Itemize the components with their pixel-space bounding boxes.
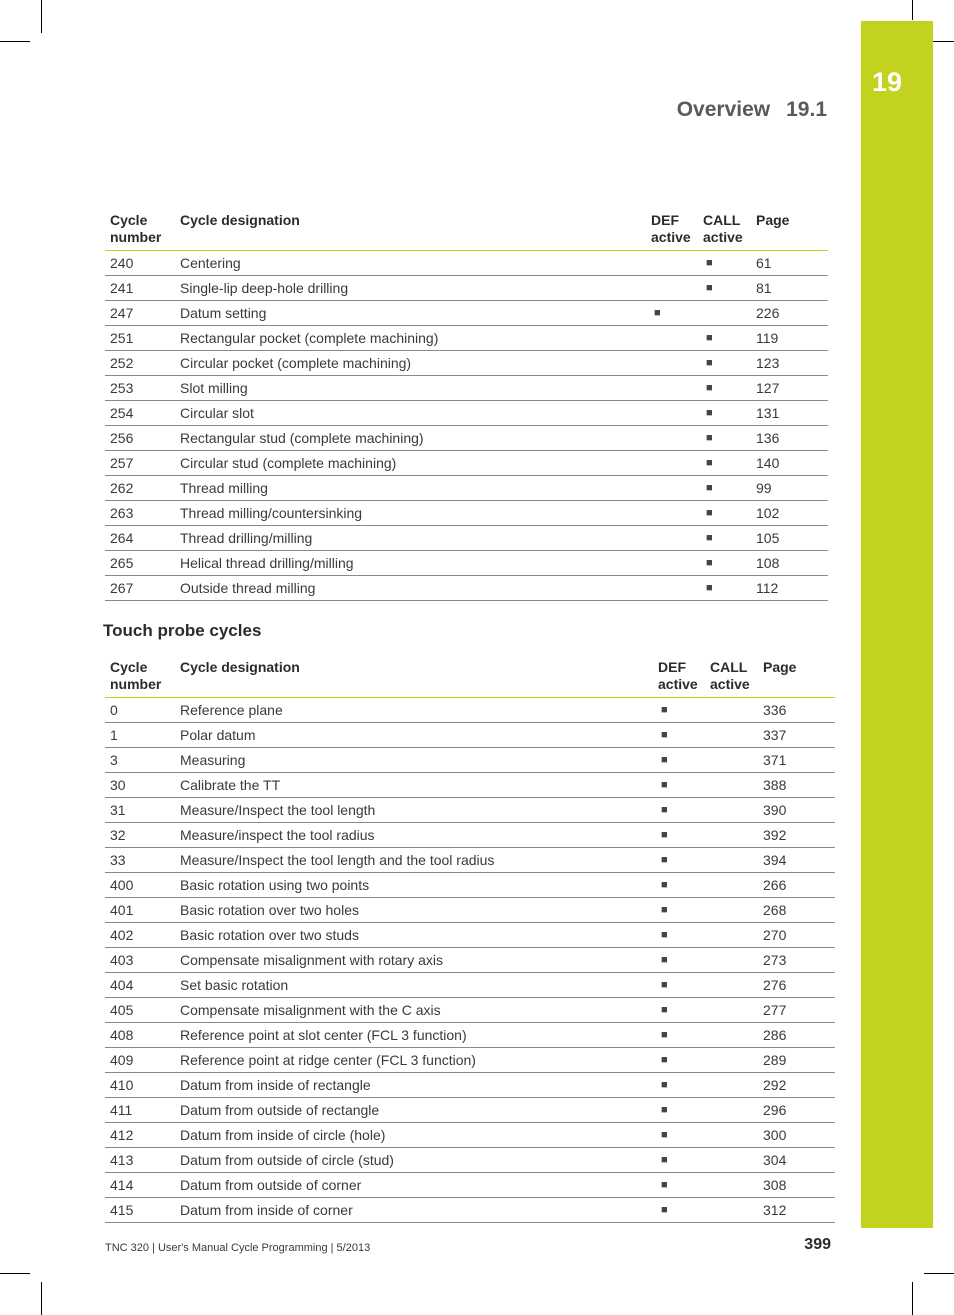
table-row — [105, 351, 828, 376]
cycle-designation-cell: Basic rotation over two holes — [180, 898, 658, 923]
col-def-active — [651, 203, 703, 251]
call-active-cell: ■ — [703, 576, 756, 601]
def-active-cell: ■ — [658, 1073, 710, 1098]
def-active-cell: ■ — [658, 1173, 710, 1198]
call-active-cell: ■ — [703, 451, 756, 476]
call-active-cell: ■ — [703, 426, 756, 451]
call-active-cell: ■ — [703, 401, 756, 426]
page-cell: 286 — [763, 1023, 835, 1048]
def-active-cell — [651, 376, 703, 401]
cycle-designation-cell: Centering — [180, 251, 651, 276]
table-row — [105, 998, 835, 1023]
cycle-designation-cell: Set basic rotation — [180, 973, 658, 998]
table-row — [105, 823, 835, 848]
cycle-number-cell: 241 — [105, 276, 180, 301]
cycle-number-cell: 33 — [105, 848, 180, 873]
col-page: Page — [756, 212, 790, 228]
cycle-number-cell: 410 — [105, 1073, 180, 1098]
crop-mark — [0, 41, 30, 42]
call-active-cell — [710, 1098, 763, 1123]
table-row — [105, 476, 828, 501]
def-active-cell: ■ — [658, 748, 710, 773]
page-cell: 312 — [763, 1198, 835, 1223]
col-page: Page — [763, 659, 797, 675]
page-cell: 99 — [756, 476, 828, 501]
page-cell: 371 — [763, 748, 835, 773]
table-row — [105, 576, 828, 601]
call-active-cell — [710, 848, 763, 873]
def-active-cell — [651, 426, 703, 451]
cycle-designation-cell: Reference plane — [180, 698, 658, 723]
call-active-cell: ■ — [703, 276, 756, 301]
page-cell: 270 — [763, 923, 835, 948]
cycle-number-cell: 414 — [105, 1173, 180, 1198]
def-active-cell: ■ — [658, 1048, 710, 1073]
table-row — [105, 1123, 835, 1148]
def-active-cell: ■ — [658, 773, 710, 798]
call-active-cell — [710, 1198, 763, 1223]
cycle-number-cell: 408 — [105, 1023, 180, 1048]
def-active-cell: ■ — [651, 301, 703, 326]
crop-mark — [0, 1273, 30, 1274]
table-row — [105, 376, 828, 401]
cycle-designation-cell: Compensate misalignment with the C axis — [180, 998, 658, 1023]
col-call-active — [703, 203, 756, 251]
chapter-tab — [861, 21, 933, 1228]
def-active-cell — [651, 576, 703, 601]
cycle-designation-cell: Slot milling — [180, 376, 651, 401]
cycle-designation-cell: Reference point at slot center (FCL 3 function) — [180, 1023, 658, 1048]
cycle-number-cell: 240 — [105, 251, 180, 276]
table-body — [105, 698, 835, 1223]
cycle-designation-cell: Thread milling — [180, 476, 651, 501]
page-header — [677, 98, 827, 122]
page-cell: 105 — [756, 526, 828, 551]
cycle-number-cell: 402 — [105, 923, 180, 948]
cycle-designation-cell: Single-lip deep-hole drilling — [180, 276, 651, 301]
table-row — [105, 973, 835, 998]
call-active-cell — [710, 1073, 763, 1098]
def-active-cell: ■ — [658, 1023, 710, 1048]
call-active-cell — [710, 1123, 763, 1148]
crop-mark — [41, 1282, 42, 1315]
def-active-cell — [651, 351, 703, 376]
table-row — [105, 748, 835, 773]
call-active-cell: ■ — [703, 501, 756, 526]
page-cell: 337 — [763, 723, 835, 748]
table-row — [105, 426, 828, 451]
cycle-designation-cell: Circular stud (complete machining) — [180, 451, 651, 476]
def-active-cell: ■ — [658, 898, 710, 923]
table-row — [105, 848, 835, 873]
crop-mark — [912, 0, 913, 20]
touch-probe-table — [105, 650, 835, 1223]
cycle-number-cell: 263 — [105, 501, 180, 526]
page-cell: 268 — [763, 898, 835, 923]
col-call-label: CALL active — [703, 212, 743, 245]
table-row — [105, 1098, 835, 1123]
page-cell: 304 — [763, 1148, 835, 1173]
cycle-number-cell: 254 — [105, 401, 180, 426]
cycle-number-cell: 251 — [105, 326, 180, 351]
cycle-designation-cell: Datum from inside of circle (hole) — [180, 1123, 658, 1148]
def-active-cell: ■ — [658, 998, 710, 1023]
cycle-number-cell: 405 — [105, 998, 180, 1023]
call-active-cell — [710, 923, 763, 948]
page-cell: 266 — [763, 873, 835, 898]
table-row — [105, 1073, 835, 1098]
def-active-cell: ■ — [658, 1148, 710, 1173]
cycle-number-cell: 247 — [105, 301, 180, 326]
def-active-cell — [651, 551, 703, 576]
cycle-number-cell: 412 — [105, 1123, 180, 1148]
cycle-number-cell: 252 — [105, 351, 180, 376]
cycle-designation-cell: Helical thread drilling/milling — [180, 551, 651, 576]
call-active-cell — [710, 723, 763, 748]
table-row — [105, 798, 835, 823]
col-def-label: DEF active — [658, 659, 698, 692]
def-active-cell: ■ — [658, 973, 710, 998]
call-active-cell: ■ — [703, 326, 756, 351]
table-row — [105, 873, 835, 898]
header-section: 19.1 — [786, 98, 827, 121]
call-active-cell — [710, 773, 763, 798]
cycle-designation-cell: Calibrate the TT — [180, 773, 658, 798]
call-active-cell — [710, 1173, 763, 1198]
table-row — [105, 1173, 835, 1198]
call-active-cell: ■ — [703, 251, 756, 276]
page-cell: 390 — [763, 798, 835, 823]
cycle-number-cell: 30 — [105, 773, 180, 798]
col-cycle-number — [105, 203, 180, 251]
col-cycle-designation: Cycle designation — [180, 212, 300, 228]
chapter-number: 19 — [871, 67, 903, 97]
col-cycle-label: Cycle number — [110, 659, 162, 692]
table-header-row — [105, 650, 835, 698]
call-active-cell — [710, 873, 763, 898]
page-number: 399 — [804, 1236, 831, 1253]
page-cell: 308 — [763, 1173, 835, 1198]
section-title: Touch probe cycles — [103, 621, 262, 640]
table-row — [105, 301, 828, 326]
page-cell: 140 — [756, 451, 828, 476]
def-active-cell: ■ — [658, 1098, 710, 1123]
col-cycle-number — [105, 650, 180, 698]
table-row — [105, 326, 828, 351]
def-active-cell — [651, 326, 703, 351]
cycle-designation-cell: Measure/Inspect the tool length — [180, 798, 658, 823]
col-cycle-label: Cycle number — [110, 212, 162, 245]
table-row — [105, 276, 828, 301]
cycle-number-cell: 256 — [105, 426, 180, 451]
def-active-cell: ■ — [658, 798, 710, 823]
page-cell: 112 — [756, 576, 828, 601]
def-active-cell: ■ — [658, 1123, 710, 1148]
call-active-cell — [710, 898, 763, 923]
def-active-cell — [651, 251, 703, 276]
call-active-cell — [710, 1023, 763, 1048]
def-active-cell — [651, 501, 703, 526]
page-cell: 136 — [756, 426, 828, 451]
cycle-number-cell: 257 — [105, 451, 180, 476]
cycle-designation-cell: Reference point at ridge center (FCL 3 function) — [180, 1048, 658, 1073]
call-active-cell: ■ — [703, 551, 756, 576]
col-cycle-designation: Cycle designation — [180, 659, 300, 675]
table-row — [105, 1148, 835, 1173]
page-cell: 276 — [763, 973, 835, 998]
cycle-designation-cell: Measure/inspect the tool radius — [180, 823, 658, 848]
page-cell: 123 — [756, 351, 828, 376]
call-active-cell: ■ — [703, 351, 756, 376]
cycle-designation-cell: Datum from outside of rectangle — [180, 1098, 658, 1123]
cycle-number-cell: 265 — [105, 551, 180, 576]
table-row — [105, 1198, 835, 1223]
def-active-cell: ■ — [658, 723, 710, 748]
def-active-cell: ■ — [658, 1198, 710, 1223]
cycle-number-cell: 1 — [105, 723, 180, 748]
cycle-designation-cell: Thread milling/countersinking — [180, 501, 651, 526]
page-cell: 394 — [763, 848, 835, 873]
table-row — [105, 501, 828, 526]
page-cell: 392 — [763, 823, 835, 848]
cycle-designation-cell: Circular slot — [180, 401, 651, 426]
cycle-designation-cell: Datum from inside of corner — [180, 1198, 658, 1223]
def-active-cell — [651, 276, 703, 301]
cycle-number-cell: 403 — [105, 948, 180, 973]
cycle-designation-cell: Circular pocket (complete machining) — [180, 351, 651, 376]
page-cell: 289 — [763, 1048, 835, 1073]
page-cell: 388 — [763, 773, 835, 798]
def-active-cell — [651, 526, 703, 551]
call-active-cell — [710, 948, 763, 973]
crop-mark — [924, 1273, 954, 1274]
cycle-designation-cell: Rectangular pocket (complete machining) — [180, 326, 651, 351]
table-row — [105, 451, 828, 476]
page-cell: 292 — [763, 1073, 835, 1098]
table-body — [105, 251, 828, 601]
page-cell: 108 — [756, 551, 828, 576]
page-cell: 296 — [763, 1098, 835, 1123]
call-active-cell — [710, 823, 763, 848]
page-cell: 336 — [763, 698, 835, 723]
page-cell: 61 — [756, 251, 828, 276]
col-call-label: CALL active — [710, 659, 750, 692]
table-row — [105, 1048, 835, 1073]
table-row — [105, 898, 835, 923]
page-cell: 300 — [763, 1123, 835, 1148]
page-cell: 273 — [763, 948, 835, 973]
cycle-number-cell: 411 — [105, 1098, 180, 1123]
table-row — [105, 773, 835, 798]
crop-mark — [912, 1282, 913, 1315]
def-active-cell: ■ — [658, 948, 710, 973]
page-cell: 127 — [756, 376, 828, 401]
call-active-cell — [710, 748, 763, 773]
def-active-cell — [651, 451, 703, 476]
cycle-number-cell: 262 — [105, 476, 180, 501]
call-active-cell — [710, 973, 763, 998]
cycles-table — [105, 203, 828, 601]
call-active-cell: ■ — [703, 476, 756, 501]
cycle-number-cell: 253 — [105, 376, 180, 401]
page-cell: 131 — [756, 401, 828, 426]
cycle-designation-cell: Polar datum — [180, 723, 658, 748]
cycle-designation-cell: Outside thread milling — [180, 576, 651, 601]
header-title: Overview — [676, 98, 771, 121]
cycle-designation-cell: Thread drilling/milling — [180, 526, 651, 551]
cycle-number-cell: 3 — [105, 748, 180, 773]
table-row — [105, 251, 828, 276]
table-row — [105, 551, 828, 576]
call-active-cell — [710, 1148, 763, 1173]
call-active-cell — [710, 798, 763, 823]
col-def-label: DEF active — [651, 212, 691, 245]
call-active-cell — [703, 301, 756, 326]
cycle-number-cell: 264 — [105, 526, 180, 551]
table-row — [105, 1023, 835, 1048]
page-cell: 226 — [756, 301, 828, 326]
cycle-number-cell: 0 — [105, 698, 180, 723]
cycle-number-cell: 415 — [105, 1198, 180, 1223]
cycle-designation-cell: Basic rotation using two points — [180, 873, 658, 898]
cycle-number-cell: 267 — [105, 576, 180, 601]
table-header-row — [105, 203, 828, 251]
cycle-number-cell: 404 — [105, 973, 180, 998]
col-def-active — [658, 650, 710, 698]
cycle-designation-cell: Datum setting — [180, 301, 651, 326]
def-active-cell — [651, 476, 703, 501]
crop-mark — [41, 0, 42, 33]
table-row — [105, 923, 835, 948]
table-row — [105, 698, 835, 723]
cycle-number-cell: 409 — [105, 1048, 180, 1073]
cycle-designation-cell: Measuring — [180, 748, 658, 773]
cycle-designation-cell: Datum from inside of rectangle — [180, 1073, 658, 1098]
table-row — [105, 526, 828, 551]
cycle-designation-cell: Datum from outside of corner — [180, 1173, 658, 1198]
cycle-number-cell: 31 — [105, 798, 180, 823]
call-active-cell: ■ — [703, 376, 756, 401]
cycle-designation-cell: Compensate misalignment with rotary axis — [180, 948, 658, 973]
call-active-cell: ■ — [703, 526, 756, 551]
page-cell: 102 — [756, 501, 828, 526]
page-cell: 277 — [763, 998, 835, 1023]
cycle-designation-cell: Basic rotation over two studs — [180, 923, 658, 948]
page-cell: 119 — [756, 326, 828, 351]
table-row — [105, 723, 835, 748]
cycle-number-cell: 401 — [105, 898, 180, 923]
footer-text: TNC 320 | User's Manual Cycle Programming | 5/2013 — [105, 1242, 371, 1254]
def-active-cell: ■ — [658, 873, 710, 898]
table-row — [105, 401, 828, 426]
def-active-cell: ■ — [658, 923, 710, 948]
def-active-cell — [651, 401, 703, 426]
call-active-cell — [710, 698, 763, 723]
def-active-cell: ■ — [658, 823, 710, 848]
cycle-number-cell: 32 — [105, 823, 180, 848]
cycle-designation-cell: Rectangular stud (complete machining) — [180, 426, 651, 451]
def-active-cell: ■ — [658, 848, 710, 873]
cycle-designation-cell: Measure/Inspect the tool length and the tool radius — [180, 848, 658, 873]
cycle-number-cell: 400 — [105, 873, 180, 898]
cycle-number-cell: 413 — [105, 1148, 180, 1173]
call-active-cell — [710, 998, 763, 1023]
def-active-cell: ■ — [658, 698, 710, 723]
cycle-designation-cell: Datum from outside of circle (stud) — [180, 1148, 658, 1173]
page-cell: 81 — [756, 276, 828, 301]
call-active-cell — [710, 1048, 763, 1073]
col-call-active — [710, 650, 763, 698]
table-row — [105, 948, 835, 973]
